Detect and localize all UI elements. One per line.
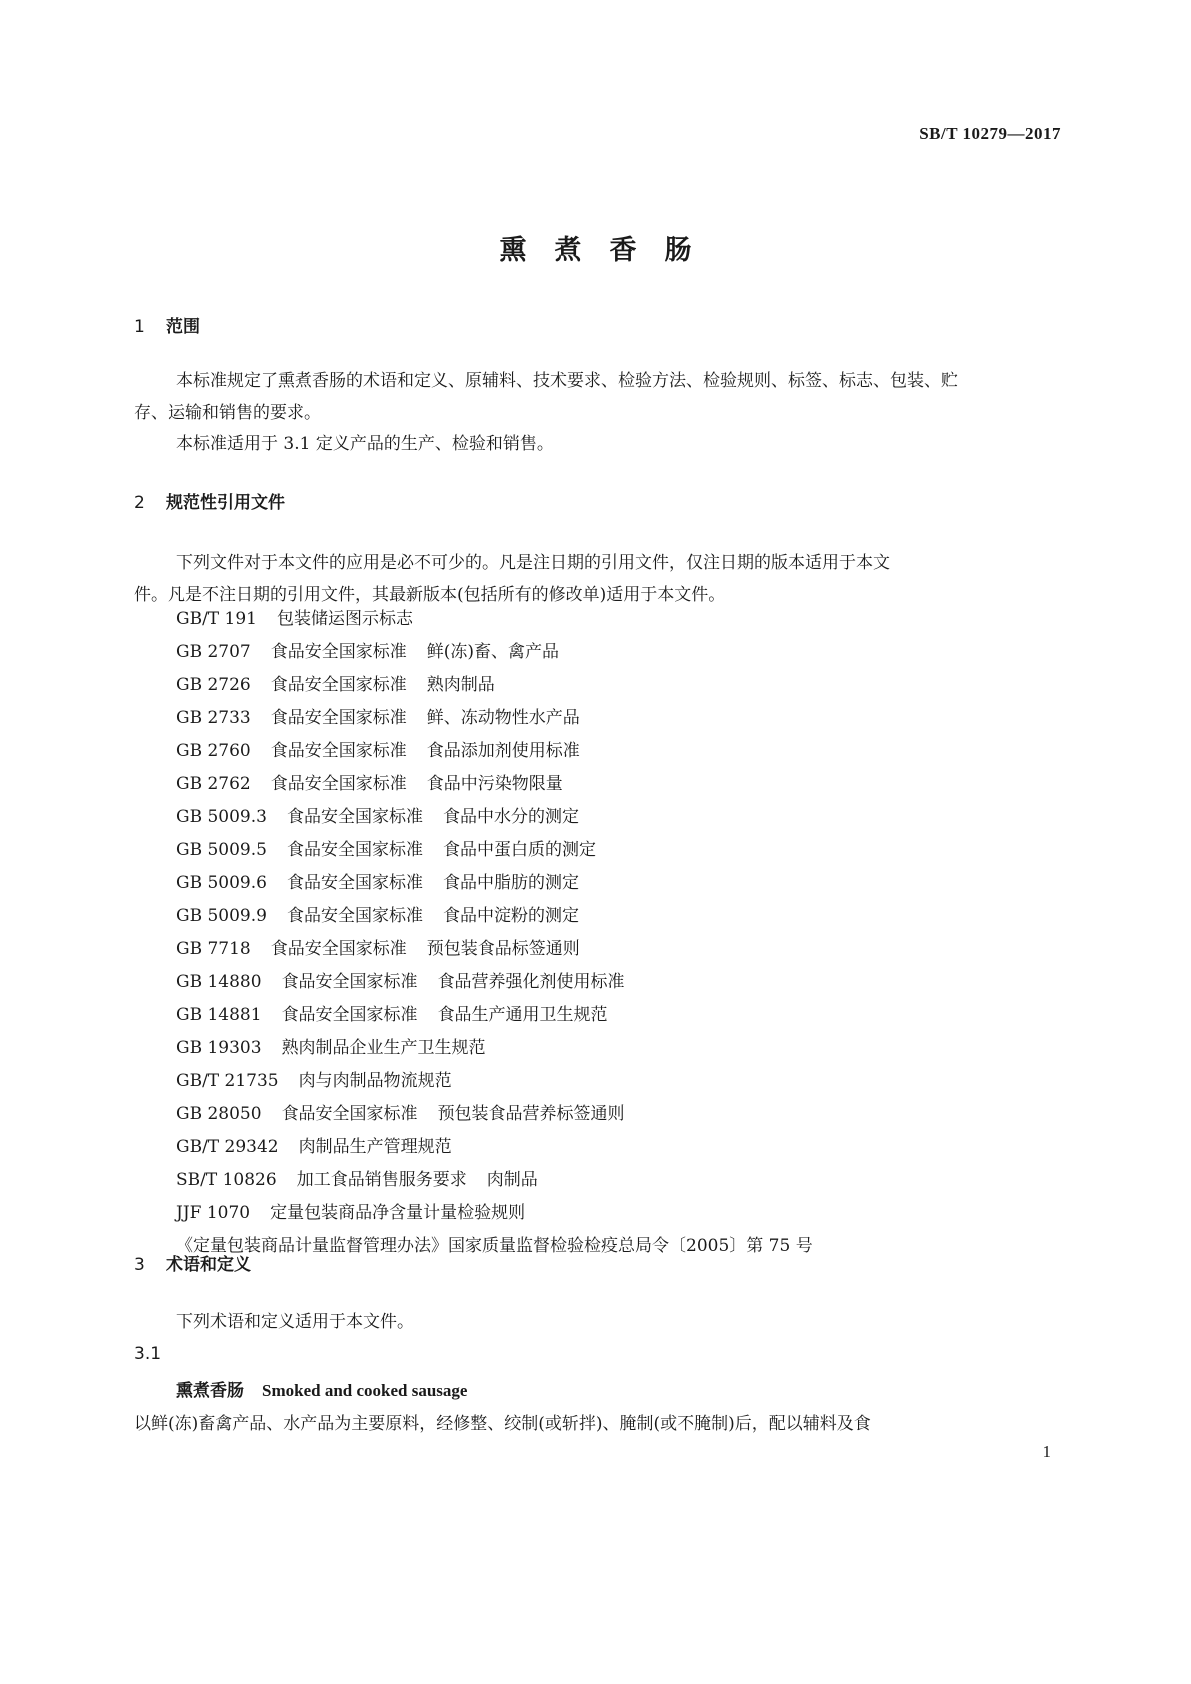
standard-code: SB/T 10279—2017 [919,124,1061,143]
reference-item [176,900,813,933]
ref-code: GB 14881 [176,1005,262,1025]
ref-subtitle: 食品中脂肪的测定 [442,873,579,893]
ref-code: GB/T 21735 [176,1071,279,1091]
section-2-intro-line2: 件。凡是不注日期的引用文件，其最新版本(包括所有的修改单)适用于本文件。 [134,585,726,605]
ref-title: 熟肉制品企业生产卫生规范 [281,1038,486,1058]
reference-item [176,867,813,900]
reference-item [176,933,813,966]
ref-regulation: 《定量包装商品计量监督管理办法》国家质量监督检验检疫总局令〔2005〕第 75 号 [176,1236,813,1256]
reference-item [176,702,813,735]
section-2-intro-line1: 下列文件对于本文件的应用是必不可少的。凡是注日期的引用文件，仅注日期的版本适用于本文 [176,553,890,573]
reference-item [176,768,813,801]
ref-code: GB 19303 [176,1038,262,1058]
reference-item [176,1065,813,1098]
reference-item [176,636,813,669]
ref-title: 食品安全国家标准 [270,741,407,761]
ref-title: 食品安全国家标准 [281,1005,418,1025]
section-number: 2 [134,493,145,513]
reference-item [176,603,813,636]
ref-code: GB 2707 [176,642,251,662]
reference-item [176,735,813,768]
term-heading [176,1376,467,1401]
ref-code: GB 14880 [176,972,262,992]
ref-title: 食品安全国家标准 [270,774,407,794]
ref-code: SB/T 10826 [176,1170,277,1190]
ref-subtitle: 食品营养强化剂使用标准 [437,972,625,992]
section-number: 1 [134,317,145,337]
reference-item [176,1098,813,1131]
ref-code: GB/T 191 [176,609,257,629]
ref-title: 食品安全国家标准 [286,807,423,827]
page-number: 1 [1042,1442,1051,1461]
clause-number: 3.1 [134,1344,162,1364]
ref-code: GB 2760 [176,741,251,761]
ref-subtitle: 食品生产通用卫生规范 [437,1005,608,1025]
ref-code: GB 5009.5 [176,840,267,860]
ref-subtitle: 食品中水分的测定 [442,807,579,827]
ref-code: GB 5009.9 [176,906,267,926]
ref-code: GB 2733 [176,708,251,728]
reference-item [176,1131,813,1164]
ref-code: GB/T 29342 [176,1137,279,1157]
ref-title: 食品安全国家标准 [270,939,407,959]
ref-subtitle: 鲜(冻)畜、禽产品 [426,642,560,662]
ref-subtitle: 食品添加剂使用标准 [426,741,580,761]
ref-title: 食品安全国家标准 [286,840,423,860]
section-title: 术语和定义 [166,1255,251,1275]
reference-item-regulation [176,1230,813,1263]
ref-code: GB 28050 [176,1104,262,1124]
reference-item [176,669,813,702]
section-1-para1-line2: 存、运输和销售的要求。 [134,403,321,423]
reference-item [176,1197,813,1230]
ref-title: 定量包装商品净含量计量检验规则 [270,1203,526,1223]
reference-list [176,603,813,1263]
ref-title: 肉与肉制品物流规范 [298,1071,452,1091]
ref-code: JJF 1070 [176,1203,251,1223]
reference-item [176,999,813,1032]
term-definition-line1: 以鲜(冻)畜禽产品、水产品为主要原料，经修整、绞制(或斩拌)、腌制(或不腌制)后，配以辅料及食 [134,1414,871,1434]
ref-title: 食品安全国家标准 [281,972,418,992]
reference-item [176,1164,813,1197]
section-2-heading [134,488,285,513]
section-3-heading [134,1250,251,1275]
term-english: Smoked and cooked sausage [262,1381,468,1400]
reference-item [176,966,813,999]
term-chinese: 熏煮香肠 [176,1381,244,1401]
section-number: 3 [134,1255,145,1275]
section-title: 范围 [166,317,200,337]
ref-title: 加工食品销售服务要求 [296,1170,467,1190]
ref-title: 食品安全国家标准 [270,675,407,695]
reference-item [176,834,813,867]
ref-title: 肉制品生产管理规范 [298,1137,452,1157]
section-3-intro: 下列术语和定义适用于本文件。 [176,1312,414,1332]
ref-subtitle: 预包装食品营养标签通则 [437,1104,625,1124]
ref-code: GB 2762 [176,774,251,794]
ref-title: 食品安全国家标准 [286,873,423,893]
reference-item [176,801,813,834]
ref-subtitle: 食品中淀粉的测定 [442,906,579,926]
section-1-heading [134,312,200,337]
ref-subtitle: 熟肉制品 [426,675,495,695]
ref-title: 食品安全国家标准 [270,708,407,728]
section-1-para2: 本标准适用于 3.1 定义产品的生产、检验和销售。 [176,434,554,454]
reference-item [176,1032,813,1065]
ref-code: GB 2726 [176,675,251,695]
ref-title: 食品安全国家标准 [281,1104,418,1124]
ref-subtitle: 食品中污染物限量 [426,774,563,794]
ref-title: 食品安全国家标准 [286,906,423,926]
ref-subtitle: 鲜、冻动物性水产品 [426,708,580,728]
section-title: 规范性引用文件 [166,493,285,513]
ref-subtitle: 肉制品 [486,1170,538,1190]
ref-title: 包装储运图示标志 [277,609,413,629]
ref-code: GB 7718 [176,939,251,959]
document-title: 熏煮香肠 [499,235,720,266]
ref-code: GB 5009.6 [176,873,267,893]
ref-title: 食品安全国家标准 [270,642,407,662]
ref-subtitle: 预包装食品标签通则 [426,939,580,959]
ref-code: GB 5009.3 [176,807,267,827]
section-1-para1-line1: 本标准规定了熏煮香肠的术语和定义、原辅料、技术要求、检验方法、检验规则、标签、标志、包装、贮 [176,371,958,391]
ref-subtitle: 食品中蛋白质的测定 [442,840,596,860]
